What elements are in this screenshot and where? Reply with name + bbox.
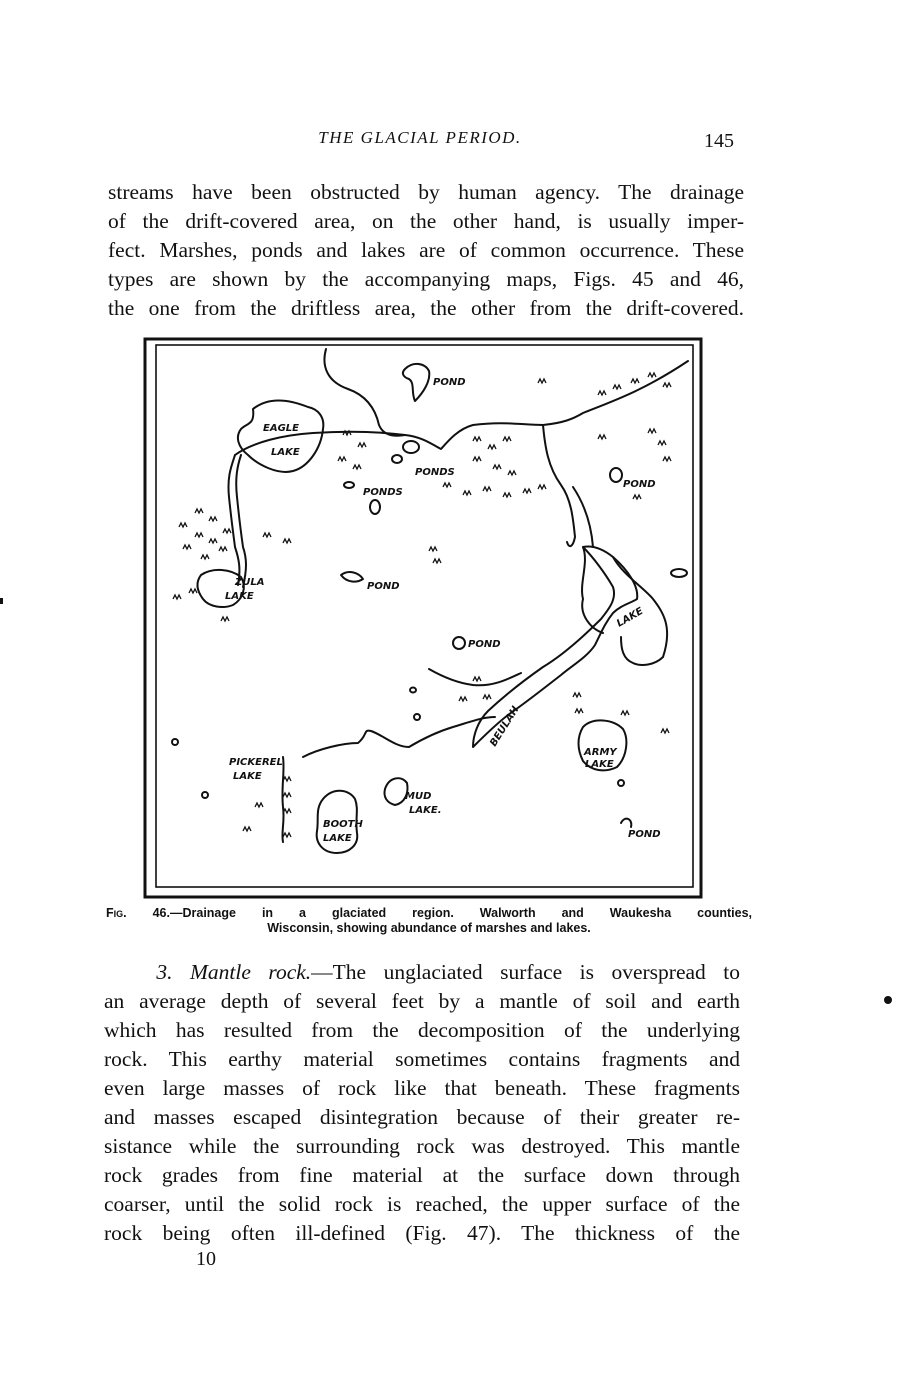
text-line: streams have been obstructed by human agency. The drainage — [108, 180, 744, 204]
map-label: ZULA — [235, 577, 265, 588]
marsh-icon — [443, 483, 546, 497]
map-label: BOOTH — [323, 819, 363, 830]
text-line: types are shown by the accompanying maps, Figs. 45 and 46, — [108, 267, 744, 291]
signature-mark: 10 — [196, 1248, 216, 1270]
text-line-rest: —The unglaciated surface is overspread to — [311, 960, 740, 984]
pond-bottom-outline — [621, 819, 631, 827]
marsh-icon — [538, 379, 546, 383]
pond-far-east — [671, 569, 687, 577]
map-label: ARMY — [584, 747, 617, 758]
map-label: POND — [433, 377, 466, 388]
text-line: rock grades from fine material at the surface down through — [104, 1163, 740, 1187]
map-label: LAKE — [271, 447, 300, 458]
map-label: BEULAH — [488, 704, 522, 749]
pond-dot-2 — [414, 714, 420, 720]
pond-small-1 — [403, 441, 419, 453]
stream-main — [235, 361, 688, 455]
caption-line-1 — [106, 906, 752, 921]
pickerel-stream — [282, 757, 283, 842]
pond-right — [610, 468, 622, 482]
pond-dot-1 — [410, 688, 416, 693]
pond-dot-3 — [172, 739, 178, 745]
pond-center — [341, 572, 363, 582]
map-label: POND — [628, 829, 661, 840]
figure-46-map — [143, 337, 703, 899]
caption-text-1: —Drainage in a glaciated region. Walworth and Waukesha counties, — [169, 906, 752, 920]
stream-east — [543, 425, 575, 546]
marsh-icon — [429, 547, 441, 563]
pond-top-outline — [403, 364, 429, 401]
pond-mid — [453, 637, 465, 649]
map-label: PONDS — [415, 467, 455, 478]
figure-caption — [106, 906, 752, 936]
map-label: POND — [468, 639, 501, 650]
text-line: rock. This earthy material sometimes contains fragments and — [104, 1047, 740, 1071]
text-line: even large masses of rock like that beneath. These fragments — [104, 1076, 740, 1100]
text-line: and masses escaped disintegration because of their greater re- — [104, 1105, 740, 1129]
shoreline-south — [303, 717, 495, 757]
running-title: THE GLACIAL PERIOD. — [318, 128, 522, 147]
text-line — [104, 958, 740, 987]
marsh-icon — [179, 509, 291, 559]
paragraph-1 — [108, 178, 744, 323]
stream-west-2 — [236, 455, 246, 587]
map-label: PICKEREL — [229, 757, 283, 768]
map-label: EAGLE — [263, 423, 299, 434]
paragraph-2 — [104, 958, 740, 1248]
text-line: of the drift-covered area, on the other hand, is usually imper- — [108, 209, 744, 233]
map-label: LAKE. — [409, 805, 442, 816]
text-line: sistance while the surrounding rock was destroyed. This mantle — [104, 1134, 740, 1158]
section-heading: 3. Mantle rock. — [156, 960, 312, 984]
map-label: LAKE — [225, 591, 254, 602]
map-label: POND — [623, 479, 656, 490]
map-label: PONDS — [363, 487, 403, 498]
text-line: fect. Marshes, ponds and lakes are of common occurrence. These — [108, 238, 744, 262]
stream-east-branch — [573, 487, 593, 547]
map-label: LAKE — [585, 759, 614, 770]
marsh-icon — [173, 589, 229, 621]
pond-small-2 — [392, 455, 402, 463]
margin-mark — [0, 598, 3, 604]
map-label: LAKE — [615, 605, 646, 630]
map-label: POND — [367, 581, 400, 592]
caption-line-2: Wisconsin, showing abundance of marshes and lakes. — [267, 921, 591, 935]
page-number: 145 — [704, 130, 734, 152]
stream-north — [324, 349, 405, 436]
text-line: rock being often ill-defined (Fig. 47). The thickness of the — [104, 1221, 740, 1245]
text-line: which has resulted from the decomposition of the underlying — [104, 1018, 740, 1042]
pond-dot-4 — [202, 792, 208, 798]
marsh-icon — [338, 431, 366, 469]
pond-small-4 — [370, 500, 380, 514]
map-label: LAKE — [323, 833, 352, 844]
text-line: an average depth of several feet by a mantle of soil and earth — [104, 989, 740, 1013]
text-line: the one from the driftless area, the other from the drift-covered. — [108, 296, 744, 320]
pond-small-3 — [344, 482, 354, 488]
marsh-icon — [473, 437, 516, 475]
marsh-icon — [459, 677, 491, 701]
text-line: coarser, until the solid rock is reached, the upper surface of the — [104, 1192, 740, 1216]
figure-label: Fig. 46. — [106, 906, 170, 920]
map-label: MUD — [405, 791, 432, 802]
drainage-map — [143, 337, 703, 899]
map-label: LAKE — [233, 771, 262, 782]
pond-dot-5 — [618, 780, 624, 786]
margin-dot — [884, 996, 892, 1004]
